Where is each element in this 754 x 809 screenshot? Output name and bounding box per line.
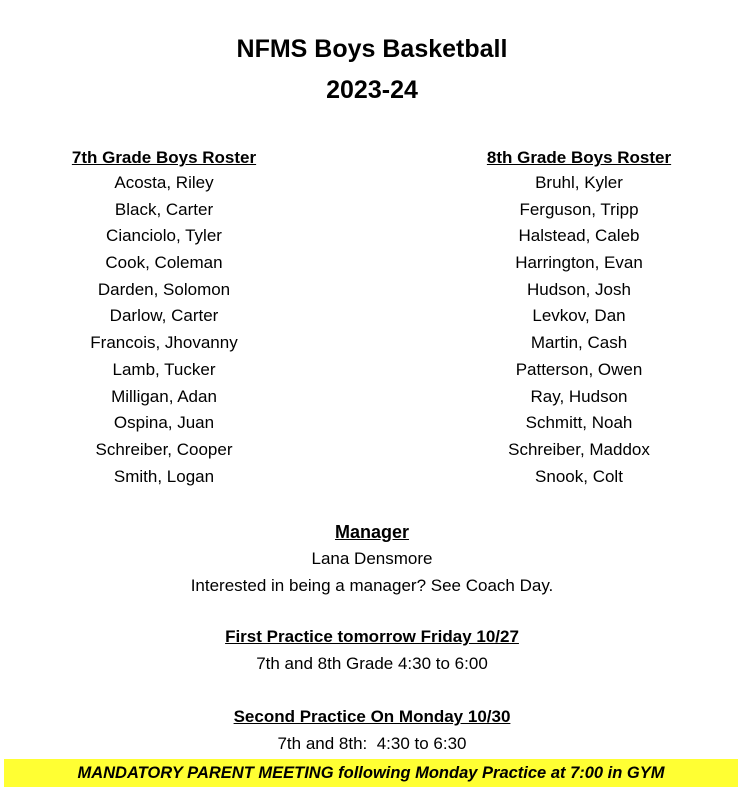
- season-subtitle: 2023-24: [326, 76, 418, 104]
- player-name: Martin, Cash: [530, 333, 628, 353]
- manager-name: Lana Densmore: [311, 549, 433, 568]
- player-name: Schmitt, Noah: [525, 413, 633, 433]
- first-practice-heading: First Practice tomorrow Friday 10/27: [225, 627, 519, 646]
- player-name: Schreiber, Maddox: [508, 439, 650, 459]
- player-name: Levkov, Dan: [532, 306, 626, 326]
- player-name: Lamb, Tucker: [112, 359, 216, 379]
- player-name: Harrington, Evan: [515, 253, 643, 273]
- player-name: Patterson, Owen: [515, 359, 643, 379]
- player-name: Cianciolo, Tyler: [106, 226, 222, 246]
- roster-7th-grade: [34, 146, 294, 490]
- player-list-8th: [449, 170, 709, 490]
- second-practice-section: [0, 704, 744, 757]
- player-name: Darden, Solomon: [97, 279, 231, 299]
- first-practice-section: [0, 624, 744, 677]
- roster-8th-grade: [449, 146, 709, 490]
- manager-note: Interested in being a manager? See Coach Day.: [190, 576, 554, 595]
- player-name: Halstead, Caleb: [518, 226, 640, 246]
- player-name: Hudson, Josh: [527, 279, 631, 299]
- first-practice-details: 7th and 8th Grade 4:30 to 6:00: [256, 654, 488, 673]
- player-list-7th: [34, 170, 294, 490]
- manager-heading: Manager: [334, 522, 410, 542]
- parent-meeting-banner: MANDATORY PARENT MEETING following Monday Practice at 7:00 in GYM: [4, 759, 738, 787]
- player-name: Darlow, Carter: [109, 306, 219, 326]
- player-name: Ferguson, Tripp: [519, 199, 639, 219]
- player-name: Acosta, Riley: [114, 173, 214, 192]
- page-title: NFMS Boys Basketball: [236, 35, 508, 63]
- second-practice-heading: Second Practice On Monday 10/30: [233, 707, 511, 726]
- player-name: Schreiber, Cooper: [95, 439, 233, 459]
- player-name: Snook, Colt: [535, 466, 623, 486]
- roster-heading-7th: 7th Grade Boys Roster: [71, 148, 257, 167]
- roster-heading-8th: 8th Grade Boys Roster: [486, 148, 672, 167]
- player-name: Francois, Jhovanny: [90, 333, 238, 353]
- manager-section: [0, 519, 744, 599]
- player-name: Ray, Hudson: [530, 386, 628, 406]
- player-name: Cook, Coleman: [105, 253, 223, 273]
- player-name: Ospina, Juan: [113, 413, 215, 433]
- player-name: Bruhl, Kyler: [535, 173, 623, 192]
- player-name: Smith, Logan: [113, 466, 215, 486]
- second-practice-details: 7th and 8th: 4:30 to 6:30: [277, 734, 467, 753]
- player-name: Milligan, Adan: [111, 386, 217, 406]
- player-name: Black, Carter: [114, 199, 214, 219]
